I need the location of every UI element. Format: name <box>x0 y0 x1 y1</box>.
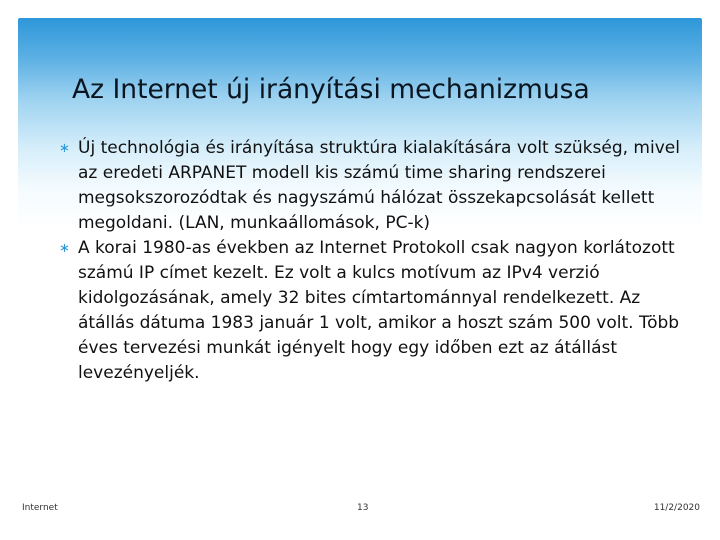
bullet-asterisk-icon: ∗ <box>59 141 70 156</box>
bullet-text: Új technológia és irányítása struktúra kialakítására volt szükség, mivel az eredeti ARPANET modell kis számú time sharing rendszerei megsokszorozódtak és nagyszámú hálózat összekapcsolását kellett megoldani. (LAN, munkaállomások, PC-k) <box>78 138 680 233</box>
footer-left-text: Internet <box>22 503 58 513</box>
bullet-item <box>56 136 684 236</box>
slide-number: 13 <box>357 503 369 513</box>
bullet-list <box>56 136 684 386</box>
bullet-item <box>56 236 684 386</box>
footer-date: 11/2/2020 <box>653 503 700 513</box>
slide-title: Az Internet új irányítási mechanizmusa <box>72 74 590 105</box>
bullet-text: A korai 1980-as években az Internet Protokoll csak nagyon korlátozott számú IP címet kezelt. Ez volt a kulcs motívum az IPv4 verzió kidolgozásának, amely 32 bites címtartománnyal rendelkezett. Az átállás dátuma 1983 január 1 volt, amikor a hoszt szám 500 volt. Több éves tervezési munkát igényelt hogy egy időben ezt az átállást levezényeljék. <box>78 238 680 383</box>
bullet-asterisk-icon: ∗ <box>59 241 70 256</box>
